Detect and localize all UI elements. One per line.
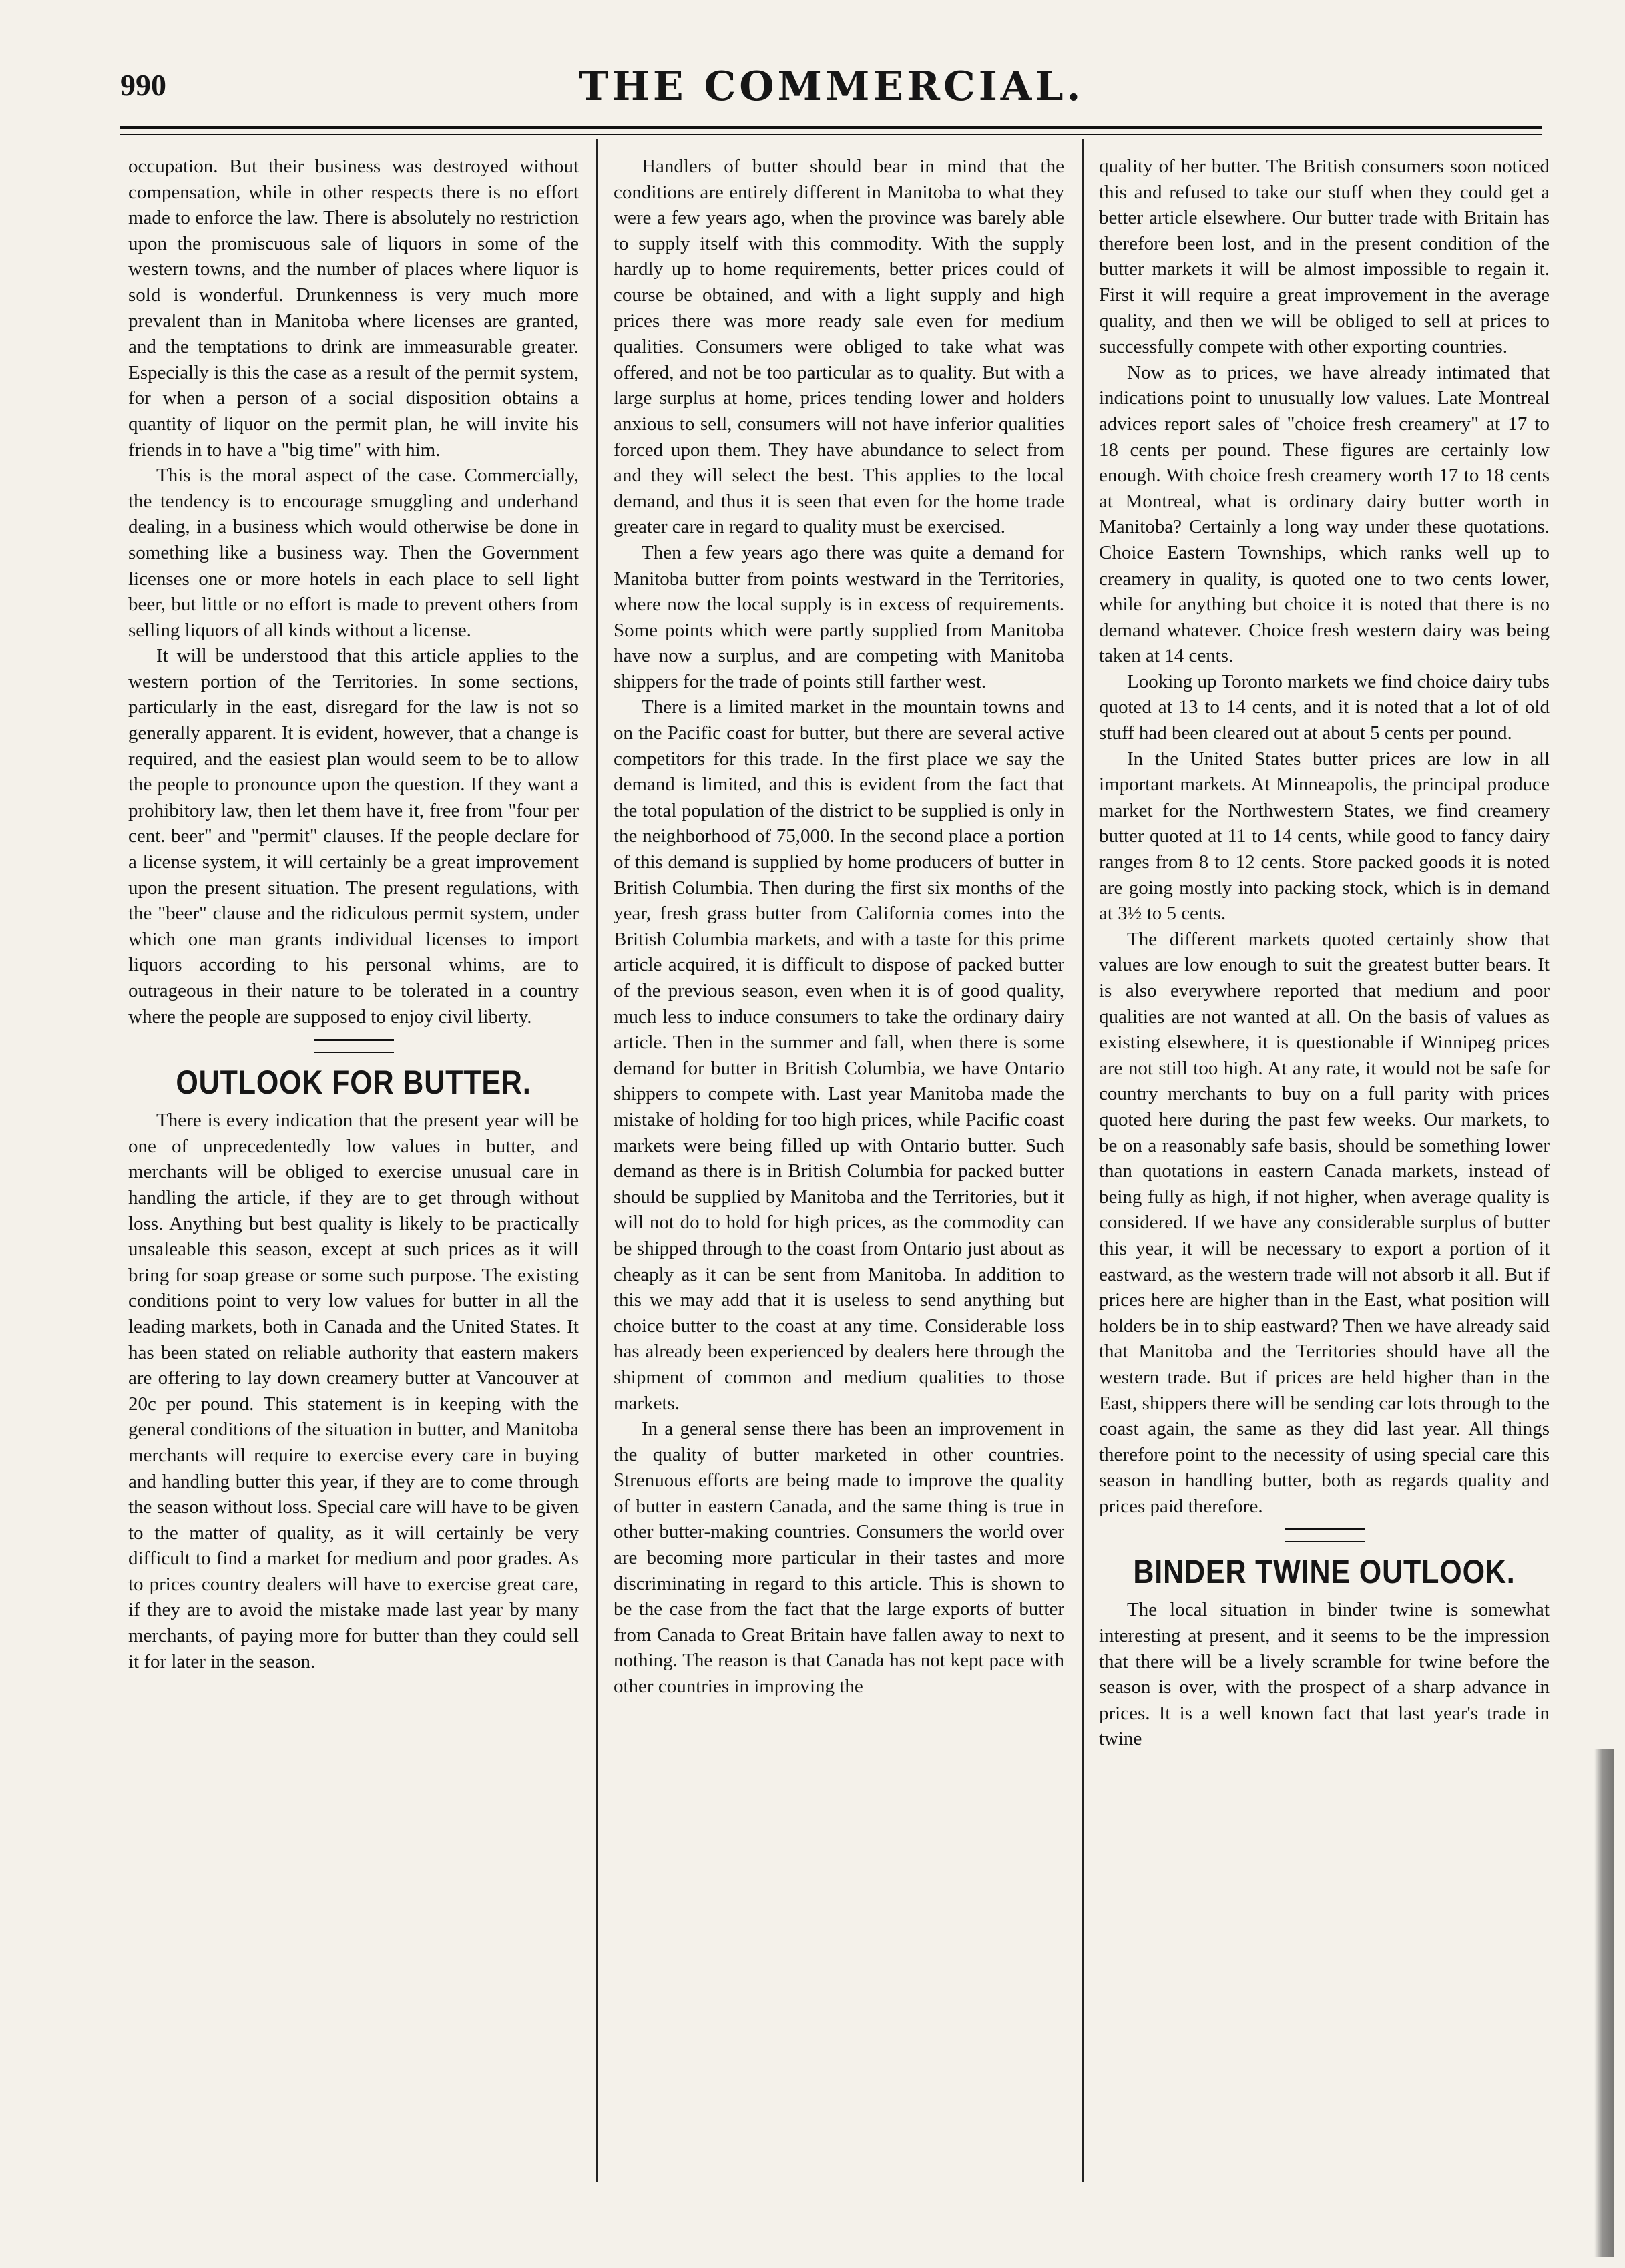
article-separator-rule [314,1039,394,1041]
column-1 [128,154,579,2177]
article-paragraph: quality of her butter. The British consumers soon noticed this and refused to take our stuff when they could get a better article elsewhere. Our butter trade with Britain has therefore been lost, and in the present condition of the butter markets it will be almost impossible to regain it. First it will require a great improvement in the average quality, and then we will be obliged to sell at prices to successfully compete with other exporting countries. [1099,156,1550,358]
page-header [120,63,1542,117]
article-paragraph: Then a few years ago there was quite a demand for Manitoba butter from points westward in the Territories, where now the local supply is in excess of requirements. Some points which were partly supplied from Manitoba have now a surplus, and are competing with Manitoba shippers for the trade of points still farther west. [614,541,1064,692]
article-heading: OUTLOOK FOR BUTTER. [176,1064,531,1102]
column-divider [1082,139,1084,2182]
header-rule-thick [120,126,1542,129]
article-paragraph: There is a limited market in the mountain towns and on the Pacific coast for butter, but there are several active competitors for this trade. In the first place we say the demand is limited, and this is evident from the fact that the total population of the district to be supplied is only in the neighborhood of 75,000. In the second place a portion of this demand is supplied by home producers of butter in British Columbia. Then during the first six months of the year, fresh grass butter from California comes into the British Columbia markets, and with a taste for this prime article acquired, it is difficult to dispose of packed butter of the previous season, even when it is of good quality, much less to induce consumers to take the ordinary dairy article. Then in the summer and fall, when there is some demand for butter in British Columbia, we have Ontario shippers to compete with. Last year Manitoba made the mistake of holding for too high prices, while Pacific coast markets were being filled up with Ontario butter. Such demand as there is in British Columbia for packed butter should be supplied by Manitoba and the Territories, but it will not do to hold for high prices, as the commodity can be shipped through to the coast from Ontario just about as cheaply as it can be sent from Manitoba. In addition to this we may add that it is useless to send anything but choice butter to the coast at any time. Considerable loss has already been experienced by dealers here through the shipment of common and medium qualities to those markets. [614,696,1064,1414]
article-heading: BINDER TWINE OUTLOOK. [1133,1553,1516,1591]
column-2 [614,154,1064,2177]
article-paragraph: Looking up Toronto markets we find choice dairy tubs quoted at 13 to 14 cents, and it is noted that a lot of old stuff had been cleared out at about 5 cents per pound. [1099,670,1550,744]
article-paragraph: The local situation in binder twine is somewhat interesting at present, and it seems to be the impression that there will be a lively scramble for twine before the season is over, with the prospect of a sharp advance in prices. It is a well known fact that last year's trade in twine [1099,1599,1550,1750]
article-paragraph: Now as to prices, we have already intimated that indications point to unusually low values. Late Montreal advices report sales of "choice fresh creamery" at 17 to 18 cents per pound. These figures are certainly low enough. With choice fresh creamery worth 17 to 18 cents at Montreal, what is ordinary dairy butter worth in Manitoba? Certainly a long way under these quotations. Choice Eastern Townships, which ranks well up to creamery in quality, is quoted one to two cents lower, while for anything but choice it is noted that there is no demand whatever. Choice fresh western dairy was being taken at 14 cents. [1099,361,1550,667]
header-rule-thin [120,134,1542,135]
scanned-page-edge [1594,1749,1614,2257]
article-paragraph: In the United States butter prices are low in all important markets. At Minneapolis, the principal produce market for the Northwestern States, we find creamery butter quoted at 11 to 14 cents, while good to fancy dairy ranges from 8 to 12 cents. Store packed goods it is noted are going mostly into packing stock, which is in demand at 3½ to 5 cents. [1099,748,1550,925]
article-paragraph: In a general sense there has been an improvement in the quality of butter marketed in other countries. Strenuous efforts are being made to improve the quality of butter in eastern Canada, and the same thing is true in other butter-making countries. Consumers the world over are becoming more particular in their tastes and more discriminating in regard to this article. This is shown to be the case from the fact that the large exports of butter from Canada to Great Britain have fallen away to next to nothing. The reason is that Canada has not kept pace with other countries in improving the [614,1418,1064,1698]
article-separator-rule [1285,1541,1365,1542]
column-divider [596,139,598,2182]
column-3 [1099,154,1550,2177]
article-paragraph: This is the moral aspect of the case. Commercially, the tendency is to encourage smuggling and underhand dealing, in a business which would otherwise be done in something like a business way. Then the Government licenses one or more hotels in each place to sell light beer, but little or no effort is made to prevent others from selling liquors of all kinds without a license. [128,465,579,641]
article-paragraph: The different markets quoted certainly show that values are low enough to suit the greatest butter bears. It is also everywhere reported that medium and poor qualities are not wanted at all. On the basis of values as existing elsewhere, it is questionable if Winnipeg prices are not still too high. At any rate, it would not be safe for country merchants to buy on a full parity with prices quoted here during the past few weeks. Our markets, to be on a reasonably safe basis, should be something lower than quotations in eastern Canada markets, instead of being fully as high, if not higher, when average quality is considered. If we have any considerable surplus of butter this year, it will be necessary to export a portion of it eastward, as the western trade will not absorb it all. But if prices here are higher than in the East, what position will holders be in to ship eastward? Then we have already said that Manitoba and the Territories should have all the western trade. But if prices are held higher than in the East, shippers there will be sending car lots through to the coast again, the same as they did last year. All things therefore point to the necessity of using special care this season in handling butter, both as regards quality and prices paid therefore. [1099,928,1550,1517]
article-separator-rule [314,1052,394,1053]
article-paragraph: It will be understood that this article applies to the western portion of the Territories. In some sections, particularly in the east, disregard for the law is not so generally apparent. It is evident, however, that a change is required, and the easiest plan would seem to be to allow the people to pronounce upon the question. If they want a prohibitory law, then let them have it, free from "four per cent. beer" and "permit" clauses. If the people declare for a license system, it will certainly be a great improvement upon the present situation. The present regulations, with the "beer" clause and the ridiculous permit system, under which one man grants individual licenses to import liquors according to his personal whims, are to outrageous in their nature to be tolerated in a country where the people are supposed to enjoy civil liberty. [128,645,579,1028]
page-number: 990 [120,68,166,102]
article-separator-rule [1285,1528,1365,1530]
article-paragraph: occupation. But their business was destroyed without compensation, while in other respects there is no effort made to enforce the law. There is absolutely no restriction upon the promiscuous sale of liquors in some of the western towns, and the number of places where liquor is sold is wonderful. Drunkenness is very much more prevalent than in Manitoba where licenses are granted, and the temptations to drink are immeasurable greater. Especially is this the case as a result of the permit system, for when a person of a social disposition obtains a quantity of liquor on the permit plan, he will invite his friends in to have a "big time" with him. [128,156,579,461]
article-paragraph: Handlers of butter should bear in mind that the conditions are entirely different in Manitoba to what they were a few years ago, when the province was barely able to supply itself with this commodity. With the supply hardly up to home requirements, better prices could of course be obtained, and with a light supply and high prices there was more ready sale even for medium qualities. Consumers were obliged to take what was offered, and not be too particular as to quality. But with a large surplus at home, prices tending lower and holders anxious to sell, consumers will not have inferior qualities forced upon them. They have abundance to select from and they will select the best. This applies to the local demand, and thus it is seen that even for the home trade greater care in regard to quality must be exercised. [614,156,1064,538]
masthead-title: THE COMMERCIAL. [578,63,1084,110]
article-paragraph: There is every indication that the present year will be one of unprecedentedly low values in butter, and merchants will be obliged to exercise unusual care in handling the article, if they are to get through without loss. Anything but best quality is likely to be practically unsaleable this season, except at such prices as it will bring for soap grease or some such purpose. The existing conditions point to very low values for butter in all the leading markets, both in Canada and the United States. It has been stated on reliable authority that eastern makers are offering to lay down creamery butter at Vancouver at 20c per pound. This statement is in keeping with the general conditions of the situation in butter, and Manitoba merchants will require to exercise every care in buying and handling butter this year, if they are to come through the season without loss. Special care will have to be given to the matter of quality, as it will certainly be very difficult to find a market for medium and poor grades. As to prices country dealers will have to exercise great care, if they are to avoid the mistake made last year by many merchants, of paying more for butter than they could sell it for later in the season. [128,1110,579,1672]
